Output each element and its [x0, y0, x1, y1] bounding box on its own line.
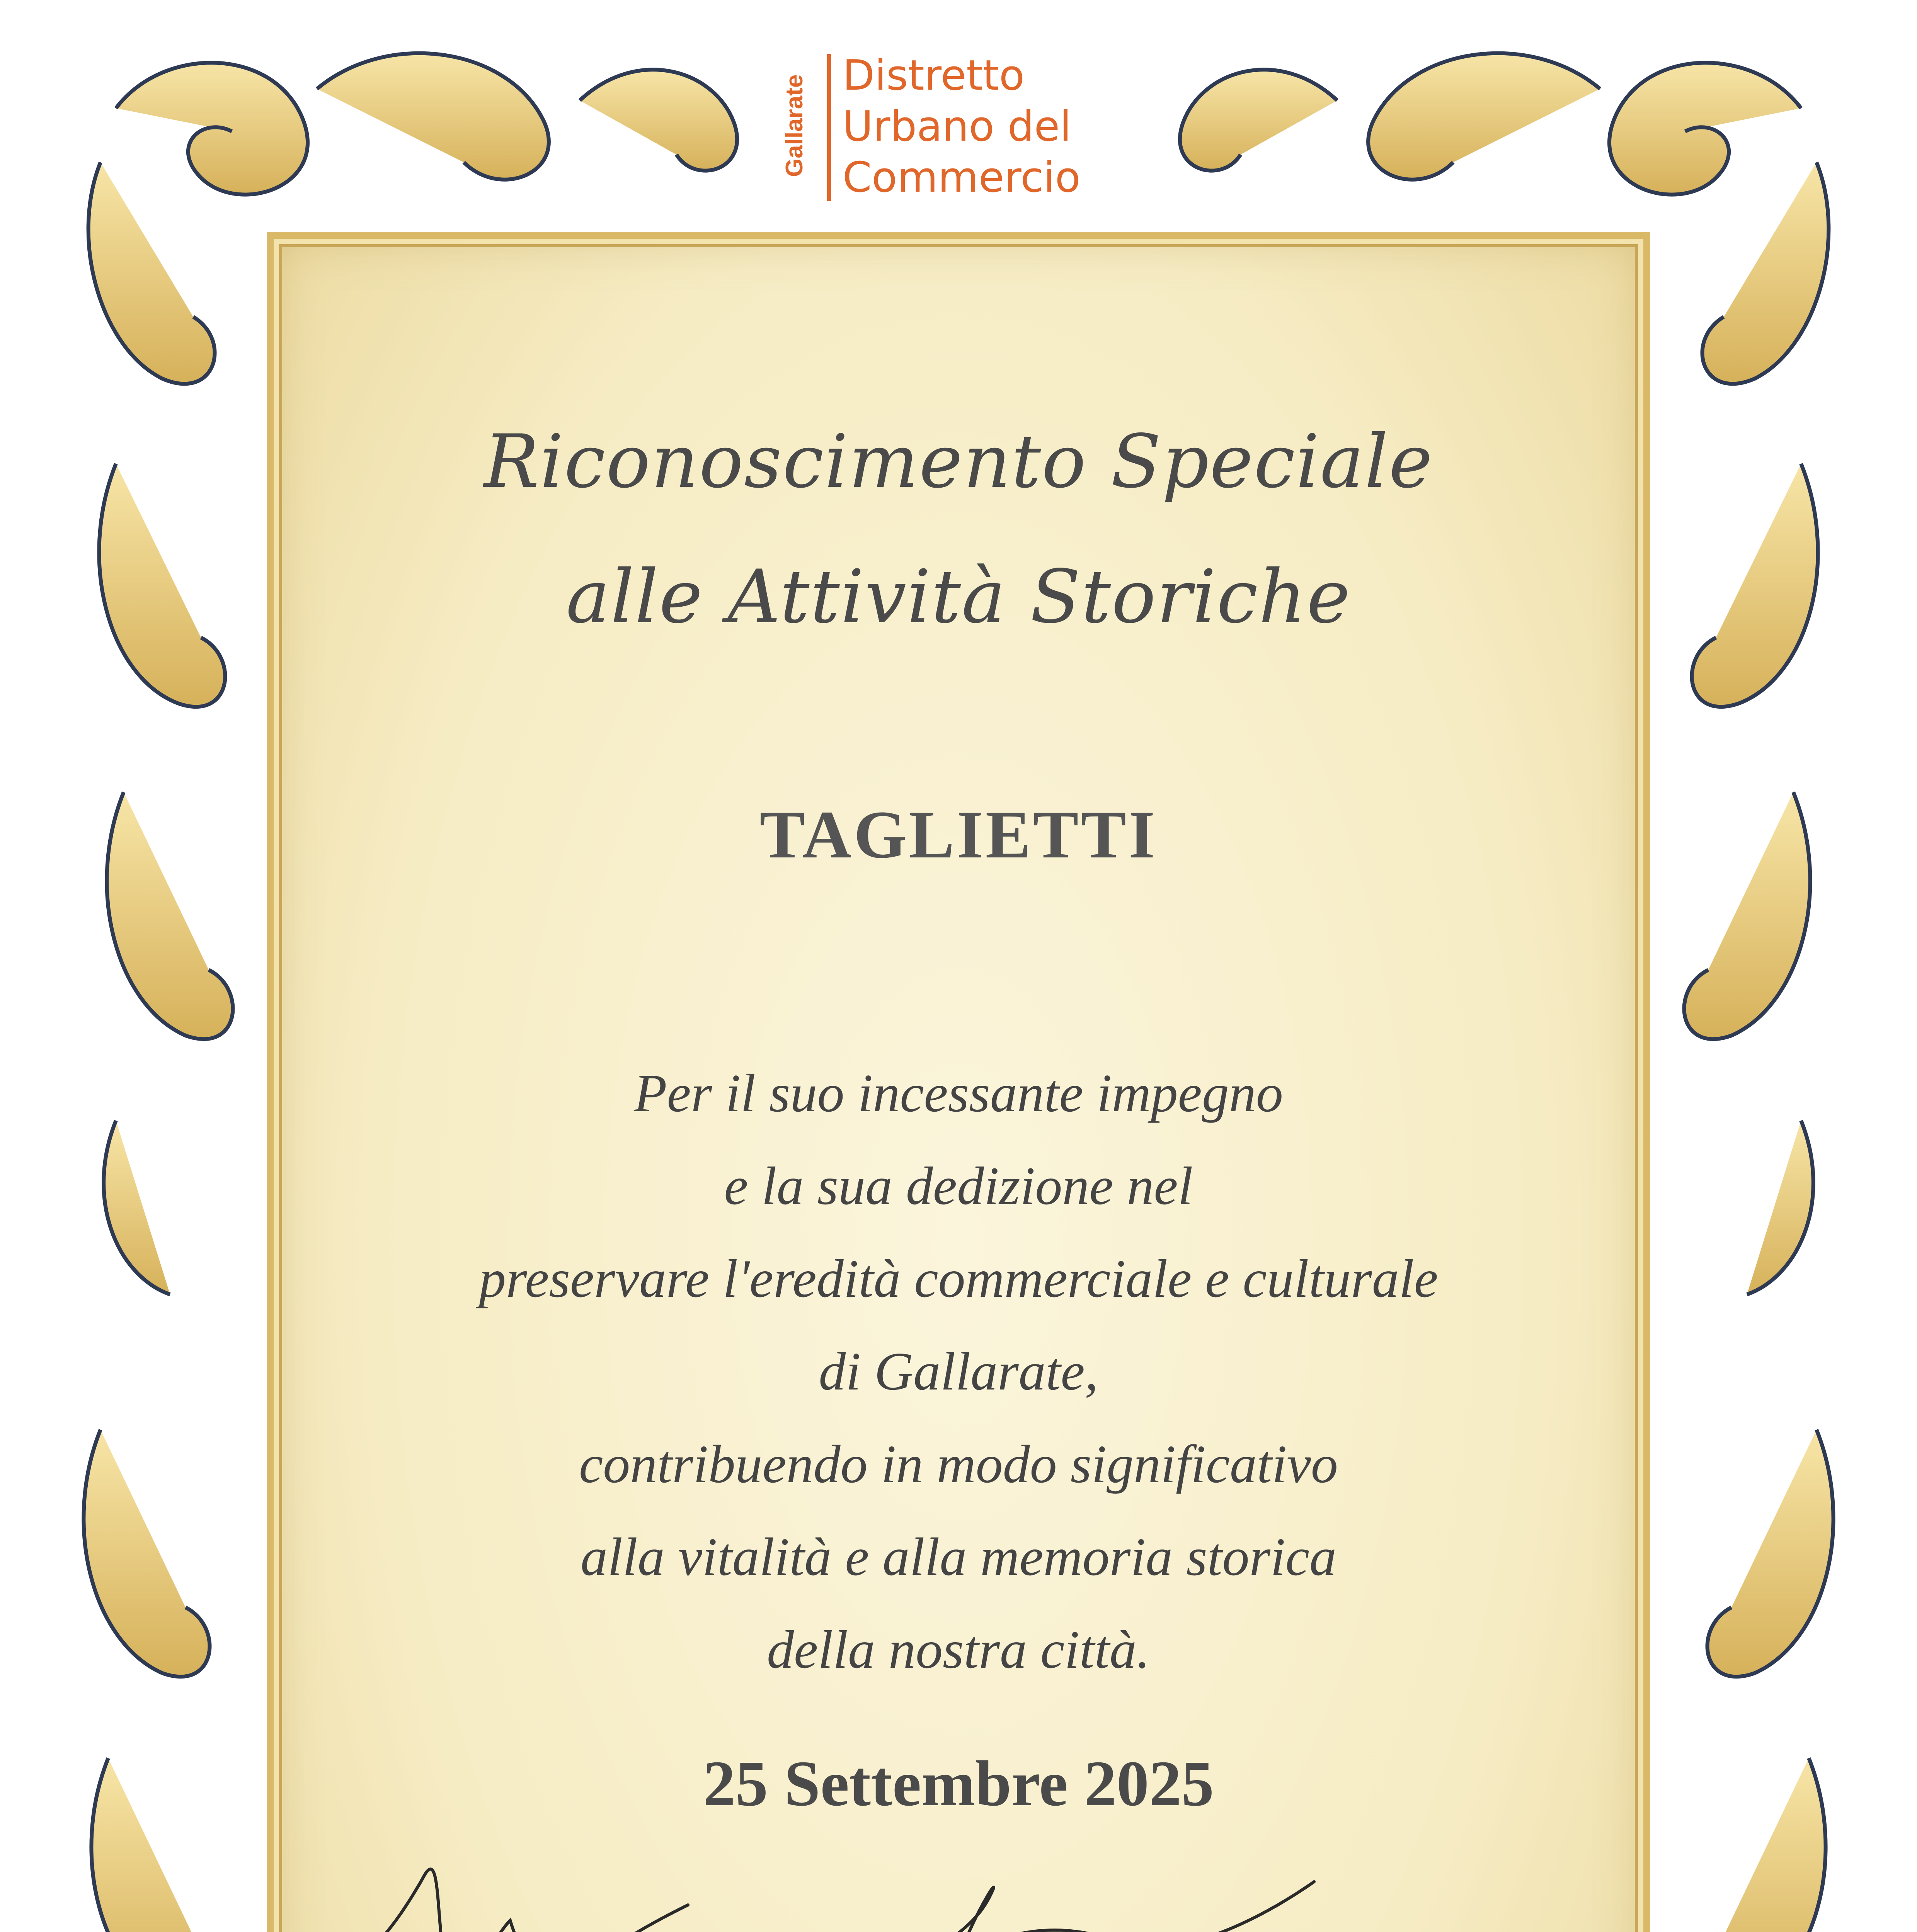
- motivation-line: Per il suo incessante impegno: [634, 1063, 1283, 1123]
- signatures: [0, 1797, 1917, 1932]
- award-date: 25 Settembre 2025: [703, 1748, 1214, 1820]
- motivation-line: della nostra città.: [767, 1620, 1150, 1680]
- district-logo-bar: [827, 54, 831, 201]
- certificate-title-line-1: Riconoscimento Speciale: [484, 419, 1433, 504]
- motivation-line: di Gallarate,: [819, 1342, 1098, 1401]
- motivation-line: preservare l'eredità commerciale e culturale: [479, 1249, 1438, 1309]
- certificate-title-line-2: alle Attività Storiche: [566, 554, 1351, 639]
- district-line-1: Distretto: [843, 51, 1025, 100]
- motivation-line: e la sua dedizione nel: [724, 1156, 1193, 1216]
- recipient-name: TAGLIETTI: [759, 797, 1158, 872]
- district-logo: [843, 50, 1081, 203]
- signature-3: [850, 1882, 1314, 1932]
- motivation-line: alla vitalità e alla memoria storica: [581, 1527, 1336, 1587]
- district-line-3: Commercio: [843, 153, 1081, 202]
- district-line-2: Urbano del: [843, 102, 1072, 151]
- district-vertical-label: Gallarate: [781, 74, 808, 177]
- signature-1: [286, 1869, 688, 1932]
- motivation-line: contribuendo in modo significativo: [579, 1434, 1338, 1494]
